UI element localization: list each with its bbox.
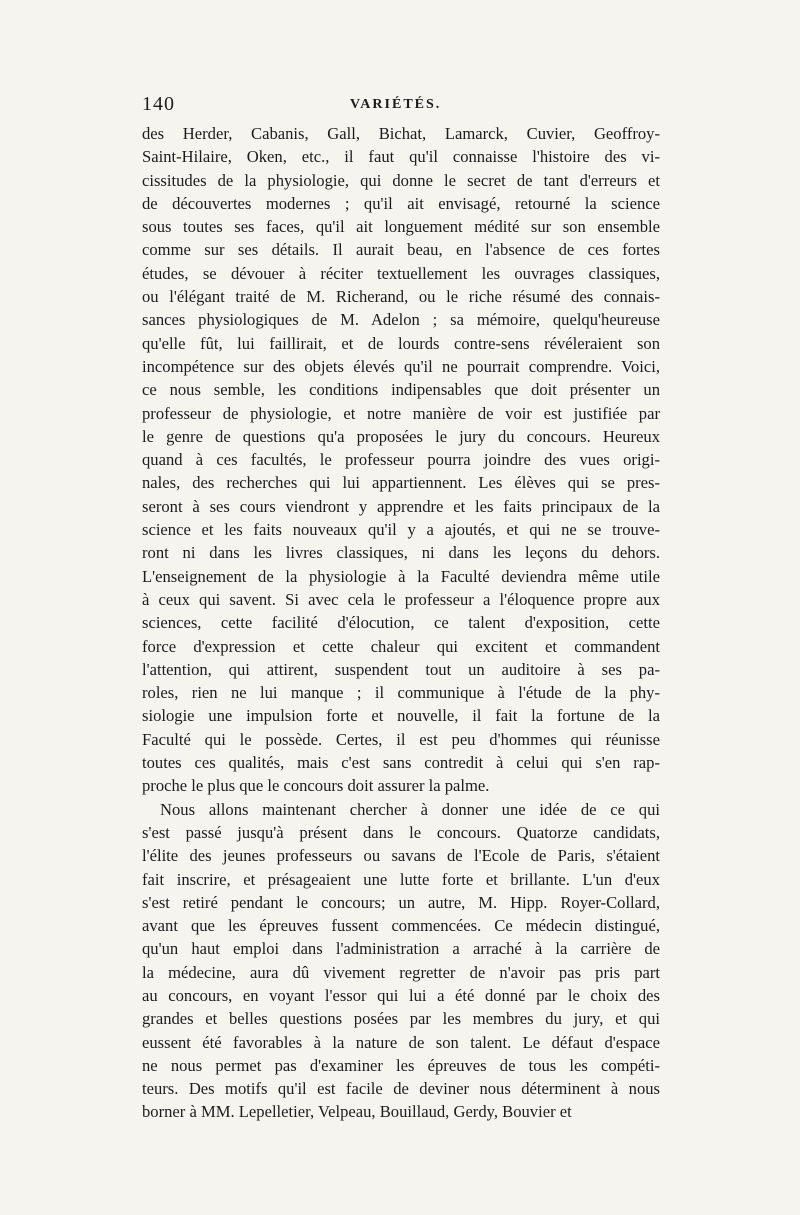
text-line: seront à ses cours viendront y apprendre et les faits principaux de la: [142, 496, 660, 516]
text-line: s'est passé jusqu'à présent dans le concours. Quatorze candidats,: [142, 822, 660, 842]
page-number: 140: [142, 93, 175, 115]
text-line: science et les faits nouveaux qu'il y a ajoutés, et qui ne se trouve-: [142, 520, 660, 540]
text-line: fait inscrire, et présageaient une lutte forte et brillante. L'un d'eux: [142, 869, 660, 889]
text-line: le genre de questions qu'a proposées le jury du concours. Heureux: [142, 426, 660, 446]
text-line: toutes ces qualités, mais c'est sans contredit à celui qui s'en rap-: [142, 753, 660, 773]
text-line: nales, des recherches qui lui appartiennent. Les élèves qui se pres-: [142, 473, 660, 493]
text-line: sciences, cette facilité d'élocution, ce talent d'exposition, cette: [142, 613, 660, 633]
text-line: ce nous semble, les conditions indipensables que doit présenter un: [142, 380, 660, 400]
text-line: eussent été favorables à la nature de son talent. Le défaut d'espace: [142, 1032, 660, 1052]
text-line: ne nous permet pas d'examiner les épreuves de tous les compéti-: [142, 1055, 660, 1075]
body-text: [142, 122, 660, 1124]
text-line: au concours, en voyant l'essor qui lui a été donné par le choix des: [142, 985, 660, 1005]
paragraph-1: [142, 122, 660, 798]
text-line: borner à MM. Lepelletier, Velpeau, Bouillaud, Gerdy, Bouvier et: [142, 1102, 572, 1122]
text-line: force d'expression et cette chaleur qui excitent et commandent: [142, 636, 660, 656]
text-line: de découvertes modernes ; qu'il ait envisagé, retourné la science: [142, 193, 660, 213]
text-line: des Herder, Cabanis, Gall, Bichat, Lamarck, Cuvier, Geoffroy-: [142, 124, 660, 143]
running-head: [142, 92, 660, 122]
text-line: ou l'élégant traité de M. Richerand, ou le riche résumé des connais-: [142, 287, 660, 307]
text-line: incompétence sur des objets élevés qu'il ne pourrait comprendre. Voici,: [142, 356, 660, 376]
text-line: sances physiologiques de M. Adelon ; sa mémoire, quelqu'heureuse: [142, 310, 660, 330]
paragraph-2: [142, 798, 660, 1124]
text-line: la médecine, aura dû vivement regretter de n'avoir pas pris part: [142, 962, 660, 982]
text-line: Nous allons maintenant chercher à donner une idée de ce qui: [160, 799, 660, 819]
text-line: qu'elle fût, lui faillirait, et de lourds contre-sens révéleraient son: [142, 333, 660, 353]
page: [142, 92, 660, 1124]
text-line: avant que les épreuves fussent commencées. Ce médecin distingué,: [142, 916, 660, 936]
running-title: VARIÉTÉS.: [350, 97, 442, 112]
text-line: grandes et belles questions posées par les membres du jury, et qui: [142, 1009, 660, 1029]
text-line: cissitudes de la physiologie, qui donne le secret de tant d'erreurs et: [142, 170, 660, 190]
text-line: ront ni dans les livres classiques, ni dans les leçons du dehors.: [142, 543, 660, 563]
text-line: Faculté qui le possède. Certes, il est peu d'hommes qui réunisse: [142, 729, 660, 749]
text-line: sous toutes ses faces, qu'il ait longuement médité sur son ensemble: [142, 217, 660, 237]
text-line: quand à ces facultés, le professeur pourra joindre des vues origi-: [142, 450, 660, 470]
text-line: proche le plus que le concours doit assurer la palme.: [142, 776, 490, 796]
text-line: roles, rien ne lui manque ; il communique à l'étude de la phy-: [142, 683, 660, 703]
text-line: l'attention, qui attirent, suspendent tout un auditoire à ses pa-: [142, 659, 660, 679]
text-line: L'enseignement de la physiologie à la Faculté deviendra même utile: [142, 566, 660, 586]
text-line: l'élite des jeunes professeurs ou savans de l'Ecole de Paris, s'étaient: [142, 846, 660, 866]
text-line: teurs. Des motifs qu'il est facile de deviner nous déterminent à nous: [142, 1079, 660, 1099]
text-line: qu'un haut emploi dans l'administration a arraché à la carrière de: [142, 939, 660, 959]
text-line: Saint-Hilaire, Oken, etc., il faut qu'il connaisse l'histoire des vi-: [142, 147, 660, 167]
text-line: à ceux qui savent. Si avec cela le professeur a l'éloquence propre aux: [142, 589, 660, 609]
text-line: études, se dévouer à réciter textuellement les ouvrages classiques,: [142, 263, 660, 283]
text-line: s'est retiré pendant le concours; un autre, M. Hipp. Royer-Collard,: [142, 892, 660, 912]
text-line: professeur de physiologie, et notre manière de voir est justifiée par: [142, 403, 660, 423]
text-line: siologie une impulsion forte et nouvelle, il fait la fortune de la: [142, 706, 660, 726]
text-line: comme sur ses détails. Il aurait beau, en l'absence de ces fortes: [142, 240, 660, 260]
